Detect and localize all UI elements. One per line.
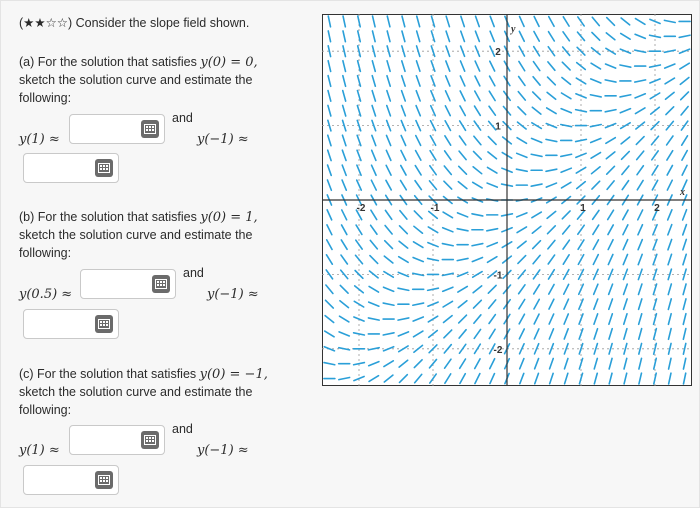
keyboard-icon[interactable] [141,431,159,449]
part-a-condition: y(0) = 0, [200,55,258,70]
part-b-line2: sketch the solution curve and estimate the [19,228,253,242]
y-tick-label: 2 [495,47,501,59]
x-axis-label: x [680,187,685,198]
part-c-and: and [172,422,193,436]
part-b-line1: (b) For the solution that satisfies y(0) = 1, [19,210,258,225]
part-b-condition: y(0) = 1, [200,210,258,225]
part-c-line2: sketch the solution curve and estimate the [19,385,253,399]
x-tick-label: 2 [654,203,660,214]
x-tick-label: -1 [430,203,440,214]
part-c-condition: y(0) = −1, [199,367,268,382]
part-a-and: and [172,111,193,125]
keyboard-icon[interactable] [95,315,113,333]
part-b-and: and [183,266,204,280]
part-a-label2: y(−1) ≈ [197,132,249,147]
keyboard-icon[interactable] [95,159,113,177]
x-tick-label: 1 [580,203,586,214]
y-axis-label: y [511,24,516,35]
part-b-label1: y(0.5) ≈ [19,287,73,302]
keyboard-icon[interactable] [95,471,113,489]
part-a-line1: (a) For the solution that satisfies y(0) = 0, [19,55,258,70]
x-tick-label: -2 [356,203,366,214]
question-intro: (★★☆☆) Consider the slope field shown. [19,16,250,30]
part-a-label1: y(1) ≈ [19,132,60,147]
y-tick-label: -2 [493,344,503,356]
part-b-label2: y(−1) ≈ [207,287,259,302]
part-a-line2: sketch the solution curve and estimate the [19,73,253,87]
part-b-line3: following: [19,246,72,260]
keyboard-icon[interactable] [152,275,170,293]
part-c-line3: following: [19,403,72,417]
keyboard-icon[interactable] [141,120,159,138]
part-c-label2: y(−1) ≈ [197,443,249,458]
part-c-label1: y(1) ≈ [19,443,60,458]
part-a-line3: following: [19,91,72,105]
part-c-line1: (c) For the solution that satisfies y(0) = −1, [19,367,268,382]
y-tick-label: -1 [493,270,503,282]
y-tick-label: 1 [495,121,501,133]
slope-field-graph [322,14,692,386]
